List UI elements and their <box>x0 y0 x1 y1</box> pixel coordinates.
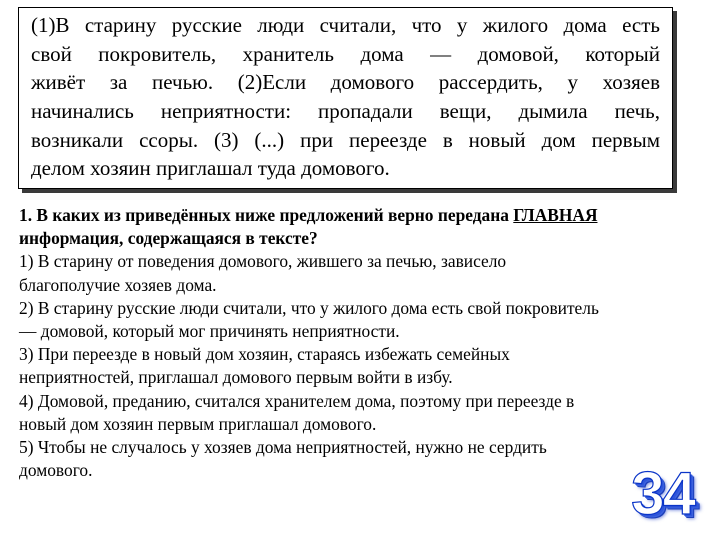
option-line: неприятностей, приглашал домового первым войти в избу. <box>19 367 453 388</box>
option-line: 1) В старину от поведения домового, жившего за печью, зависело <box>19 251 507 272</box>
passage-line: начинались неприятности: пропадали вещи, дымила печь, <box>31 99 660 124</box>
passage-box <box>18 7 673 189</box>
option-line: новый дом хозяин первым приглашал домового. <box>19 413 377 434</box>
option-line: домового. <box>19 460 93 481</box>
option-line: 4) Домовой, преданию, считался хранителем дома, поэтому при переезде в <box>19 390 575 411</box>
question-heading-line <box>19 204 699 227</box>
option-line: 5) Чтобы не случалось у хозяев дома неприятностей, нужно не сердить <box>19 436 547 457</box>
question-heading-line-2: информация, содержащаяся в тексте? <box>19 228 318 249</box>
question-block <box>19 204 699 482</box>
question-heading-prefix: 1. В каких из приведённых ниже предложений верно передана <box>19 205 514 225</box>
option-line: 3) При переезде в новый дом хозяин, стараясь избежать семейных <box>19 344 510 365</box>
passage-line: (1)В старину русские люди считали, что у жилого дома есть <box>31 13 660 37</box>
option-line: — домовой, который мог причинять неприятности. <box>19 320 400 341</box>
option-line: 2) В старину русские люди считали, что у жилого дома есть свой покровитель <box>19 297 599 318</box>
passage-line: живёт за печью. (2)Если домового рассердить, у хозяев <box>31 70 660 95</box>
option-line: благополучие хозяев дома. <box>19 274 217 295</box>
passage-line: делом хозяин приглашал туда домового. <box>31 156 390 181</box>
question-heading-emphasis: ГЛАВНАЯ <box>513 205 598 225</box>
passage-line: возникали ссоры. (3) (...) при переезде в новый дом первым <box>31 127 660 152</box>
passage-line: свой покровитель, хранитель дома — домовой, который <box>31 41 660 66</box>
slide-number-badge: 34 <box>631 460 694 527</box>
